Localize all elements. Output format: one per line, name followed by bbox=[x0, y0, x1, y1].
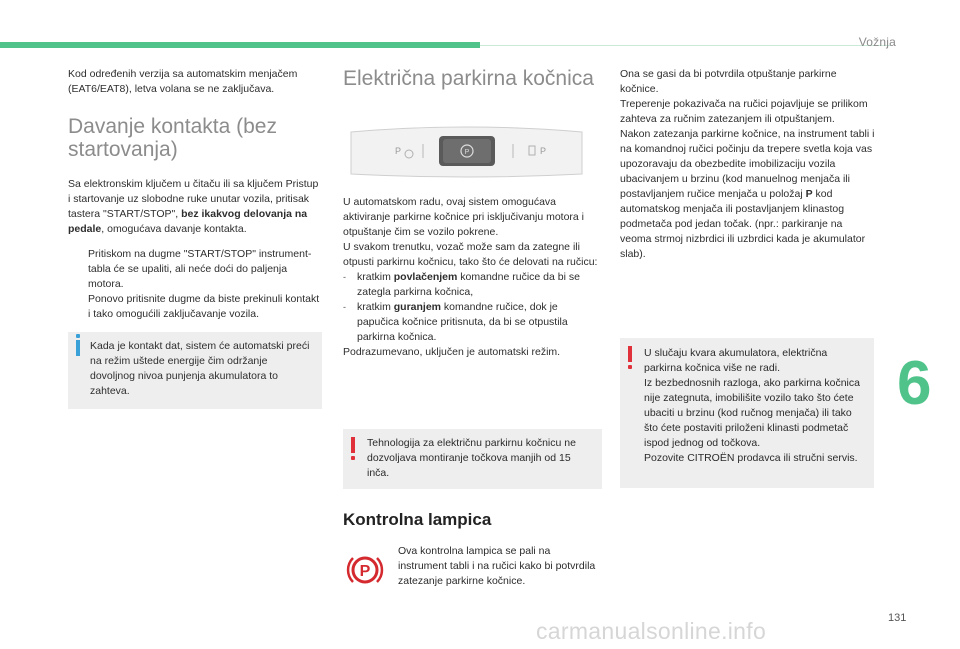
dash-marker: - bbox=[343, 302, 346, 312]
heading-ignition: Davanje kontakta (bez startovanja) bbox=[68, 115, 277, 161]
parking-brake-warning-lamp-icon bbox=[345, 550, 385, 590]
info-note-icon bbox=[76, 340, 80, 356]
page-number: 131 bbox=[888, 612, 907, 624]
column-2 bbox=[343, 67, 600, 90]
release-paragraph: Ona se gasi da bi potvrdila otpuštanje parkirne kočnice. bbox=[620, 68, 837, 95]
list-item: Pritiskom na dugme "START/STOP" instrument-tabla će se upaliti, ali neće doći do paljenja motora. bbox=[88, 248, 312, 290]
manual-paragraph: U svakom trenutku, vozač može sam da zategne ili otpusti parkirnu kočnicu, tako što će delovati na ručicu: bbox=[343, 241, 598, 268]
auto-mode-paragraph: U automatskom radu, ovaj sistem omogućava aktiviranje parkirne kočnice pri isključivanju motora i otpuštanje čim se vozilo pokrene. bbox=[343, 196, 585, 238]
watermark: carmanualsonline.info bbox=[536, 618, 767, 644]
heading-parking-brake: Električna parkirna kočnica bbox=[343, 67, 594, 90]
warning-line: Iz bezbednosnih razloga, ako parkirna kočnica nije zategnuta, imobilišite vozilo tako što ćete ubaciti u brzinu (kod ručnog menjača) ili tako što ćete postaviti priloženi klinasti podmetač ispod jednog od točkova. bbox=[644, 377, 860, 449]
list-item: - kratkim guranjem komandne ručice, dok je papučica kočnice pritisnuta, da bi se otpustila parkirna kočnica. bbox=[343, 301, 568, 343]
immobilise-paragraph: Nakon zatezanja parkirne kočnice, na instrument tabli i na komandnoj ručici počinju da trepere svetla koja vas upozoravaju da obezbedite imobilizaciju vozila ubacivanjem u brzinu (kod manuelnog menjača ili postavljanjem ručice menjača u položaj P kod automatskog menjača ili postavljanjem klinastog podmetača pod jedan točak. (npr.: parkiranje na veoma strmoj nizbrdici ili uzbrdici kada je akumulator slab). bbox=[620, 128, 875, 260]
dash-marker: - bbox=[343, 272, 346, 282]
heading-warning-lamp: Kontrolna lampica bbox=[343, 510, 492, 529]
ignition-steps bbox=[68, 247, 322, 322]
ignition-paragraph: Sa elektronskim ključem u čitaču ili sa ključem Pristup i startovanje uz slobodne ruke unutar vozila, pritisak tastera "START/STOP", bez ikakvog delovanja na pedale, omogućava davanje kontakta. bbox=[68, 178, 319, 235]
column-1 bbox=[68, 67, 322, 409]
warning-note-battery bbox=[620, 338, 874, 488]
panel-label-left: P bbox=[395, 146, 402, 156]
column-3 bbox=[620, 67, 876, 272]
list-item: Ponovo pritisnite dugme da biste prekinuli kontakt i tako omogućili zaključavanje vozila. bbox=[88, 293, 320, 320]
parking-brake-switch-panel bbox=[343, 122, 590, 180]
flashing-paragraph: Treperenje pokazivača na ručici pojavljuje se prilikom zahteva za ručnim zatezanjem ili otpuštanjem. bbox=[620, 98, 868, 125]
chapter-number: 6 bbox=[897, 349, 932, 418]
default-mode-paragraph: Podrazumevano, uključen je automatski režim. bbox=[343, 346, 561, 358]
warning-line: U slučaju kvara akumulatora, električna parkirna kočnica više ne radi. bbox=[644, 347, 828, 374]
intro-paragraph: Kod određenih verzija sa automatskim menjačem (EAT6/EAT8), letva volana se ne zaključava. bbox=[68, 68, 298, 95]
section-title: Vožnja bbox=[858, 35, 896, 49]
warning-note-rims: Tehnologija za električnu parkirnu kočnicu ne dozvoljava montiranje točkova manjih od 15 inča. bbox=[343, 429, 602, 489]
top-accent-bar bbox=[0, 42, 480, 48]
column-2-body bbox=[343, 195, 600, 370]
list-item: - kratkim povlačenjem komandne ručice da bi se zategla parkirna kočnica, bbox=[343, 271, 580, 298]
svg-text:P: P bbox=[359, 563, 371, 580]
warning-lamp-description: Ova kontrolna lampica se pali na instrument tabli i na ručici kako bi potvrdila zatezanje parkirne kočnice. bbox=[398, 545, 596, 587]
warning-note-icon bbox=[628, 346, 632, 362]
panel-label-right: P bbox=[540, 146, 547, 156]
svg-text:P: P bbox=[464, 149, 470, 156]
manual-steps bbox=[343, 270, 600, 345]
warning-note-icon bbox=[351, 437, 355, 453]
info-note: Kada je kontakt dat, sistem će automatski preći na režim uštede energije čim održanje dovoljnog nivoa punjenja akumulatora to zahteva. bbox=[68, 332, 322, 409]
top-divider bbox=[480, 45, 890, 46]
warning-line: Pozovite CITROËN prodavca ili stručni servis. bbox=[644, 452, 858, 464]
